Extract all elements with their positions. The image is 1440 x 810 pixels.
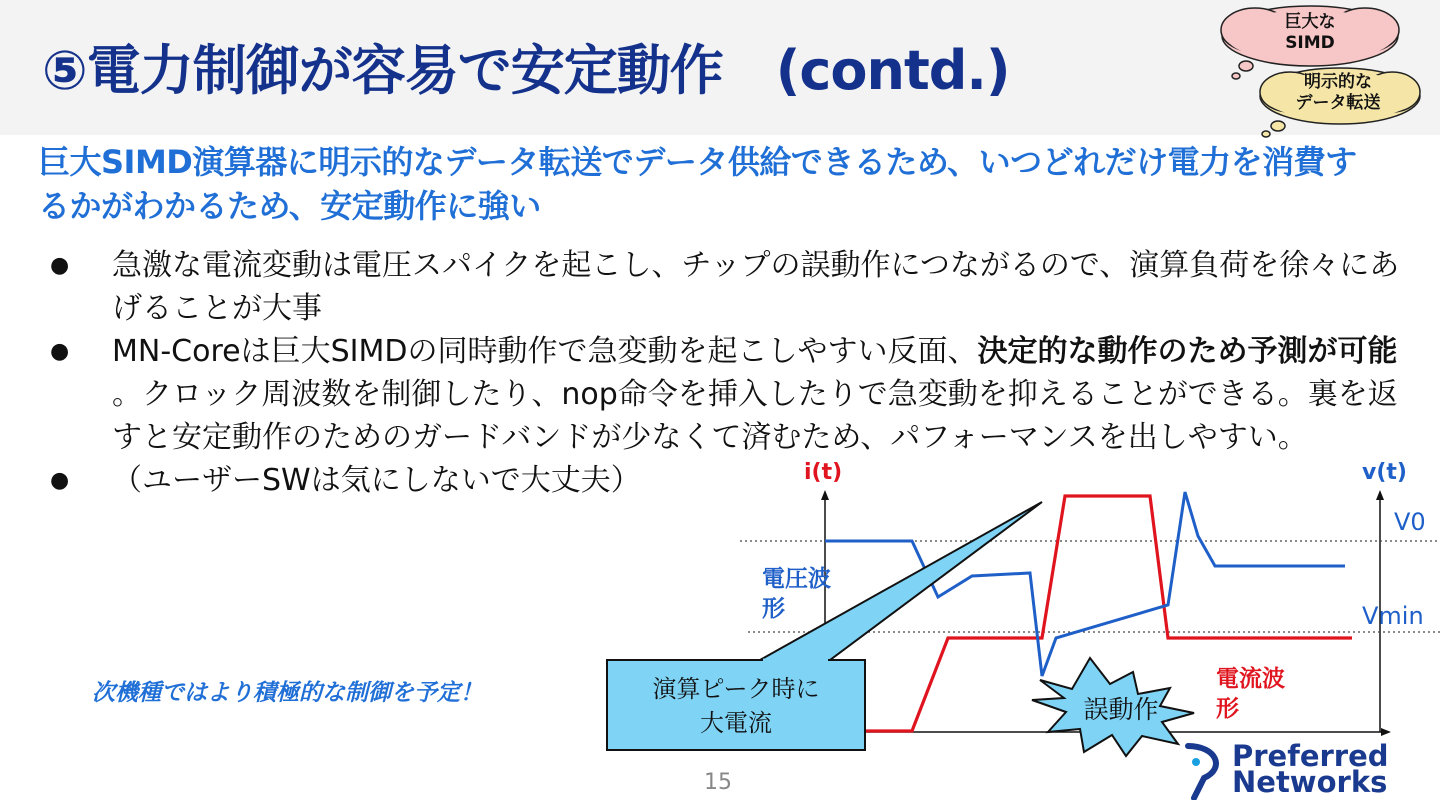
callout-line-1: 演算ピーク時に bbox=[652, 675, 820, 703]
bullet-text-2a: MN-Coreは巨大SIMDの同時動作で急変動を起こしやすい反面、 bbox=[112, 334, 978, 369]
voltage-label-line-2: 形 bbox=[762, 596, 785, 622]
bullet-text-2b: 。クロック周波数を制御したり、nop命令を挿入したりで急変動を抑えることができる。裏を返すと安定動作のためのガードバンドが少なくて済むため、パフォーマンスを出しやすい。 bbox=[112, 377, 1398, 455]
bullet-text-3: （ユーザーSWは気にしないで大丈夫） bbox=[112, 463, 641, 498]
i-axis-arrow bbox=[821, 490, 829, 500]
bullet-text-1: 急激な電流変動は電圧スパイクを起こし、チップの誤動作につながるので、演算負荷を徐々にあげることが大事 bbox=[112, 248, 1400, 326]
cloud-top-line-1: 巨大な bbox=[1284, 12, 1336, 32]
callout-line-2: 大電流 bbox=[700, 709, 772, 737]
current-label-line-2: 形 bbox=[1216, 696, 1239, 722]
next-model-note: 次機種ではより積極的な制御を予定！ bbox=[92, 680, 483, 706]
page-number: 15 bbox=[704, 770, 732, 795]
cloud-bottom-line-2: データ転送 bbox=[1295, 93, 1381, 113]
voltage-waveform-label bbox=[762, 564, 831, 624]
v-axis-label: v(t) bbox=[1362, 460, 1407, 485]
cloud-bottom-label bbox=[1278, 72, 1398, 114]
pfn-logo-text bbox=[1232, 739, 1389, 799]
v0-label: V0 bbox=[1394, 508, 1426, 536]
current-waveform-label bbox=[1216, 664, 1285, 724]
pfn-logo-icon bbox=[1180, 742, 1232, 800]
i-axis-label: i(t) bbox=[804, 460, 843, 485]
v-axis-arrow bbox=[1376, 490, 1384, 500]
cloud-top-line-2: SIMD bbox=[1285, 33, 1335, 53]
logo-line-1: Preferred bbox=[1232, 739, 1389, 773]
subtitle: 巨大SIMD演算器に明示的なデータ転送でデータ供給できるため、いつどれだけ電力を消費するかがわかるため、安定動作に強い bbox=[38, 143, 1357, 225]
logo-line-2: Networks bbox=[1232, 765, 1388, 799]
current-label-line-1: 電流波 bbox=[1216, 666, 1285, 692]
vmin-label: Vmin bbox=[1362, 602, 1424, 630]
bullet-text-2-bold: 決定的な動作のため予測が可能 bbox=[977, 334, 1398, 369]
callout-text bbox=[608, 672, 864, 740]
cloud-top-label bbox=[1255, 12, 1365, 54]
page-title: ⑤電力制御が容易で安定動作 (contd.) bbox=[42, 39, 1010, 102]
error-label: 誤動作 bbox=[1083, 695, 1159, 724]
voltage-label-line-1: 電圧波 bbox=[762, 566, 831, 592]
time-axis-arrow bbox=[1381, 728, 1391, 736]
cloud-bottom-line-1: 明示的な bbox=[1304, 72, 1372, 92]
